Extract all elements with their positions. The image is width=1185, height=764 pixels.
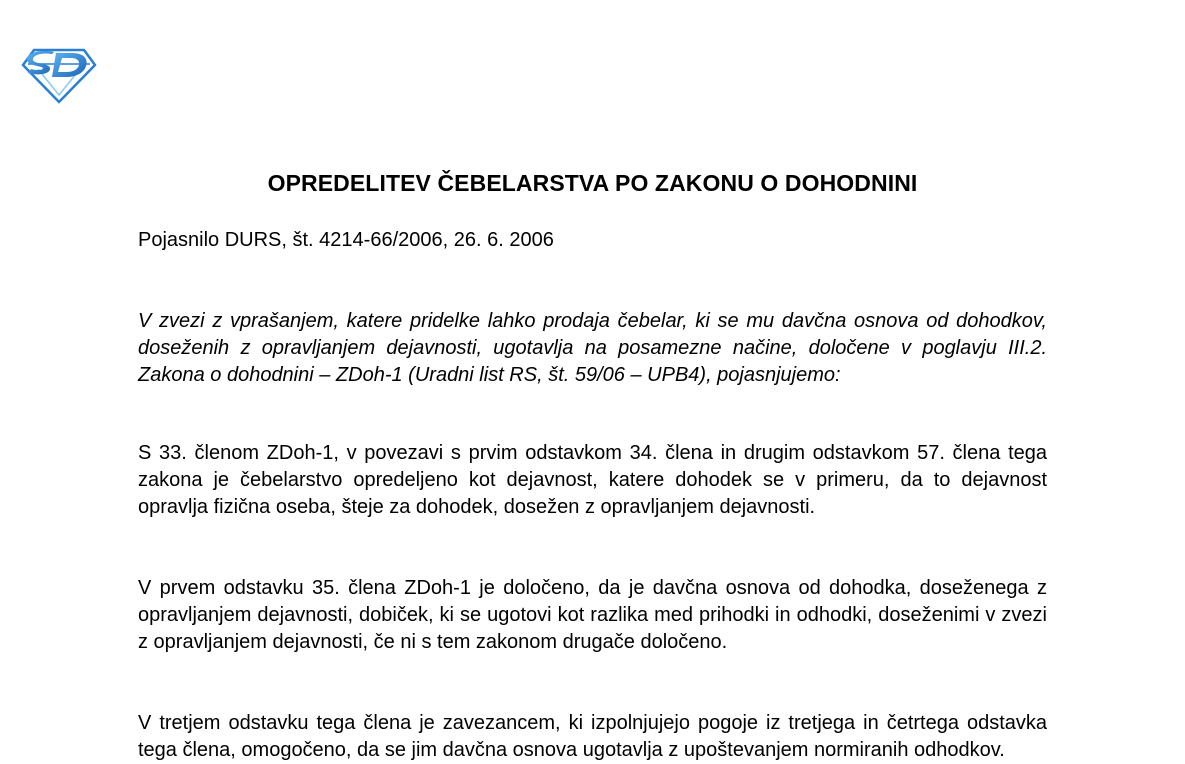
paragraph-article-35: V prvem odstavku 35. člena ZDoh-1 je določeno, da je davčna osnova od dohodka, doseženega z opravljanjem dejavnosti, dobiček, ki se ugotovi kot razlika med prihodki in odhodki, doseženimi v zvezi z opravljanjem dejavnosti, če ni s tem zakonom drugače določeno. bbox=[138, 577, 1047, 653]
document-title: OPREDELITEV ČEBELARSTVA PO ZAKONU O DOHODNINI bbox=[267, 170, 918, 196]
sd-logo-icon bbox=[22, 47, 96, 104]
paragraph-article-33: S 33. členom ZDoh-1, v povezavi s prvim odstavkom 34. člena in drugim odstavkom 57. člena tega zakona je čebelarstvo opredeljeno kot dejavnost, katere dohodek se v primeru, da to dejavnost opravlja fizična oseba, šteje za dohodek, dosežen z opravljanjem dejavnosti. bbox=[138, 442, 1047, 518]
document-subtitle: Pojasnilo DURS, št. 4214-66/2006, 26. 6. 2006 bbox=[138, 229, 554, 251]
paragraph-intro: V zvezi z vprašanjem, katere pridelke lahko prodaja čebelar, ki se mu davčna osnova od dohodkov, doseženih z opravljanjem dejavnosti, ugotavlja na posamezne načine, določene v poglavju III.2. Zakona o dohodnini – ZDoh-1 (Uradni list RS, št. 59/06 – UPB4), pojasnjujemo: bbox=[138, 310, 1047, 386]
paragraph-third-clause: V tretjem odstavku tega člena je zavezancem, ki izpolnjujejo pogoje iz tretjega in četrtega odstavka tega člena, omogočeno, da se jim davčna osnova ugotavlja z upoštevanjem normiranih odhodkov. bbox=[138, 712, 1047, 761]
